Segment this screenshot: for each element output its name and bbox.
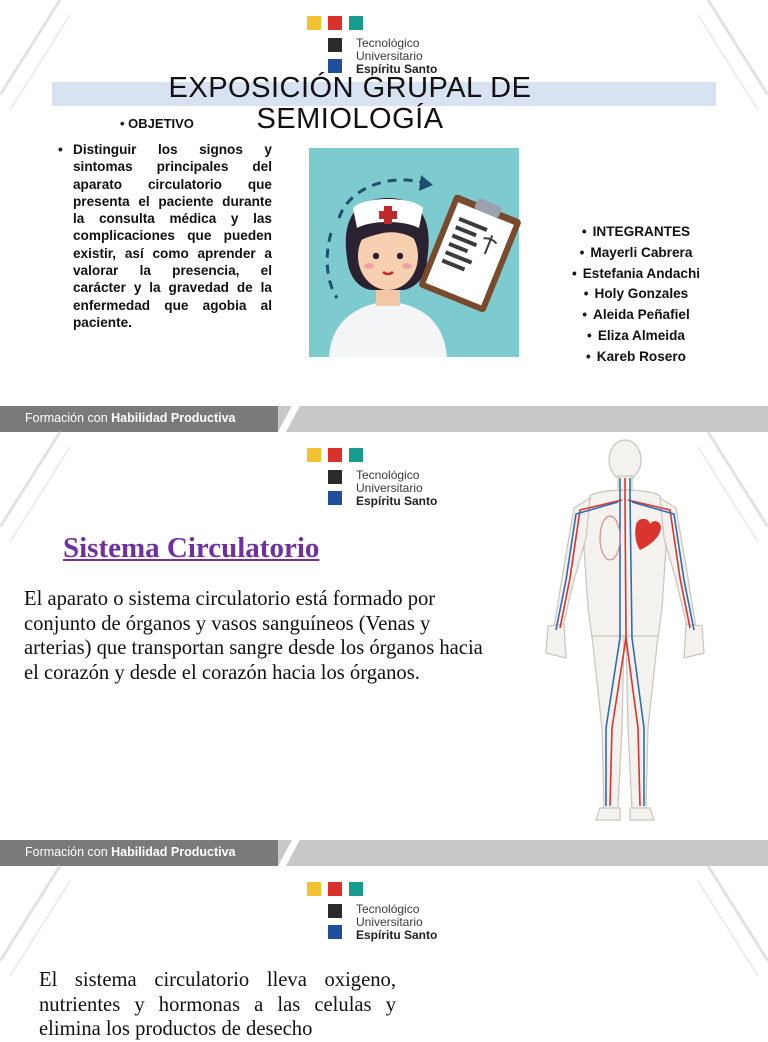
objective-text: Distinguir los signos y sintomas principales del aparato circulatorio que presenta el paciente durante la consulta médica y las complicaciones que pueden existir, así como aprender a valorar la presencia, el carácter y la gravedad de la enfermedad que agobia al paciente.: [73, 142, 272, 330]
circulatory-system-illustration: [540, 438, 710, 828]
member-item: • Eliza Almeida: [587, 327, 685, 343]
member-item: • Estefania Andachi: [571, 265, 701, 281]
objective-label: • OBJETIVO: [120, 116, 194, 131]
institution-logo: [307, 882, 457, 942]
slide-title: EXPOSICIÓN GRUPAL DE SEMIOLOGÍA: [168, 72, 532, 135]
logo-square-red: [328, 448, 342, 462]
logo-square-teal: [349, 448, 363, 462]
objective-text-block: [58, 141, 272, 331]
member-item: • Aleida Peñafiel: [582, 307, 690, 323]
logo-text-line3: Espíritu Santo: [356, 928, 438, 942]
slide-footer: [0, 840, 768, 866]
logo-square-dark: [328, 470, 342, 484]
bullet-glyph: •: [58, 142, 63, 157]
member-item: • Kareb Rosero: [586, 348, 686, 364]
logo-square-yellow: [307, 882, 321, 896]
objective-label-text: OBJETIVO: [128, 116, 194, 131]
logo-square-teal: [349, 882, 363, 896]
logo-text-line2: Universitario: [356, 915, 423, 929]
slide-footer: [0, 406, 768, 432]
logo-square-yellow: [307, 16, 321, 30]
slide-2: [0, 432, 768, 866]
slide-body-text: El aparato o sistema circulatorio está formado por conjunto de órganos y vasos sanguíneos (Venas y arterias) que transportan sangre desde los órganos hacia el corazón y desde el corazón hacia los órganos.: [24, 588, 483, 684]
member-name: Aleida Peñafiel: [593, 307, 690, 323]
logo-square-blue: [328, 491, 342, 505]
slide-body-text: El sistema circulatorio lleva oxigeno, nutrientes y hormonas a las celulas y elimina los productos de desecho: [39, 969, 396, 1040]
institution-logo: [307, 448, 457, 508]
member-item: • Holy Gonzales: [583, 286, 689, 302]
logo-square-dark: [328, 38, 342, 52]
members-list: [556, 222, 716, 368]
footer-text-prefix: Formación con: [25, 411, 112, 425]
logo-square-blue: [328, 59, 342, 73]
member-name: Kareb Rosero: [596, 348, 686, 364]
logo-text-line2: Universitario: [356, 49, 423, 63]
member-name: Estefania Andachi: [582, 265, 701, 281]
institution-logo: [307, 16, 457, 76]
footer-text: [25, 845, 236, 859]
member-name: Mayerli Cabrera: [590, 244, 693, 260]
logo-text-line1: Tecnológico: [356, 468, 420, 482]
logo-square-red: [328, 882, 342, 896]
logo-square-teal: [349, 16, 363, 30]
members-title: • INTEGRANTES: [581, 224, 691, 239]
logo-square-blue: [328, 925, 342, 939]
corner-decoration-left: [0, 432, 70, 542]
corner-decoration-right: [698, 866, 768, 976]
logo-text-line2: Universitario: [356, 481, 423, 495]
logo-text-line1: Tecnológico: [356, 902, 420, 916]
slide-title: Sistema Circulatorio: [63, 532, 320, 564]
member-name: Holy Gonzales: [594, 286, 689, 302]
logo-square-yellow: [307, 448, 321, 462]
footer-text-prefix: Formación con: [25, 845, 112, 859]
members-title-text: INTEGRANTES: [592, 224, 691, 239]
member-name: Eliza Almeida: [597, 327, 685, 343]
logo-square-dark: [328, 904, 342, 918]
footer-text-bold: Habilidad Productiva: [111, 411, 236, 425]
nurse-illustration: [309, 148, 519, 357]
member-item: • Mayerli Cabrera: [579, 244, 693, 260]
slide-3: [0, 866, 768, 1040]
corner-decoration-left: [0, 866, 70, 976]
logo-text-line3: Espíritu Santo: [356, 62, 438, 76]
logo-text-line1: Tecnológico: [356, 36, 420, 50]
footer-text: [25, 411, 236, 425]
slide-1: [0, 0, 768, 432]
logo-text-line3: Espíritu Santo: [356, 494, 438, 508]
logo-square-red: [328, 16, 342, 30]
footer-text-bold: Habilidad Productiva: [111, 845, 236, 859]
